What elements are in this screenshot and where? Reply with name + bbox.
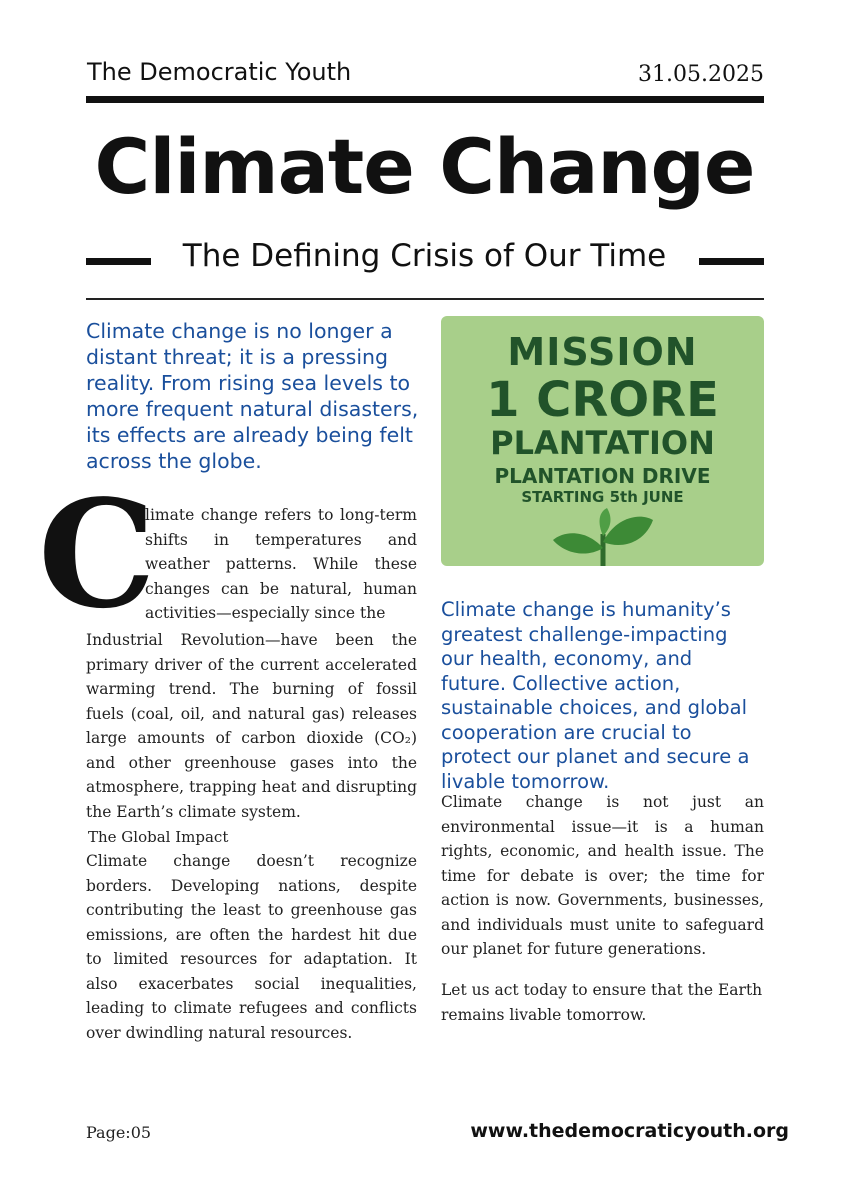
section-rule: [86, 298, 764, 300]
drop-cap: C: [38, 467, 156, 641]
poster-line-date: STARTING 5th JUNE: [521, 488, 684, 506]
poster-line-mission: MISSION: [507, 330, 698, 374]
poster-line-plantation: PLANTATION: [490, 424, 715, 462]
article-paragraph-2: Climate change doesn’t recognize borders. Developing nations, despite contributing the least to greenhouse gas emissions, are often the hardest hit due to limited resources for adaptation. It also exacerbates social inequalities, leading to climate refugees and conflicts over dwindling natural resources.: [86, 852, 417, 1042]
pull-quote: Climate change is humanity’s greatest challenge-impacting our health, economy, and future. Collective action, sustainable choices, and global cooperation are crucial to protect our planet and secure a livable tomorrow.: [441, 598, 750, 793]
website-link[interactable]: www.thedemocraticyouth.org: [470, 1120, 789, 1142]
publication-name: The Democratic Youth: [87, 58, 352, 86]
subtitle-dash-right: [699, 258, 764, 265]
headline-title: Climate Change: [94, 122, 755, 211]
article-paragraph-1-start: limate change refers to long-term shifts in temperatures and weather patterns. While these changes can be natural, human activities—especially since the: [145, 506, 417, 622]
subtitle-dash-left: [86, 258, 151, 265]
lede-paragraph: Climate change is no longer a distant threat; it is a pressing reality. From rising sea levels to more frequent natural disasters, its effects are already being felt across the globe.: [86, 319, 419, 473]
closing-paragraph-2: Let us act today to ensure that the Earth remains livable tomorrow.: [441, 981, 763, 1024]
header-rule: [86, 96, 764, 103]
poster-line-drive: PLANTATION DRIVE: [494, 464, 711, 488]
plant-sprout-icon: [551, 508, 655, 566]
closing-paragraph-1: Climate change is not just an environmental issue—it is a human rights, economic, and health issue. The time for debate is over; the time for action is now. Governments, businesses, and individuals must unite to safeguard our planet for future generations.: [441, 793, 764, 958]
page-number: Page:05: [86, 1123, 152, 1142]
poster-line-crore: 1 CRORE: [486, 372, 719, 428]
article-paragraph-1-end: Industrial Revolution—have been the primary driver of the current accelerated warming trend. The burning of fossil fuels (coal, oil, and natural gas) releases large amounts of carbon dioxide (CO₂) and other greenhouse gases into the atmosphere, trapping heat and disrupting the Earth’s climate system.: [86, 631, 417, 821]
plantation-poster: [441, 316, 764, 566]
headline-subtitle: The Defining Crisis of Our Time: [182, 238, 667, 274]
section-heading-global-impact: The Global Impact: [88, 828, 229, 846]
issue-date: 31.05.2025: [638, 62, 764, 87]
